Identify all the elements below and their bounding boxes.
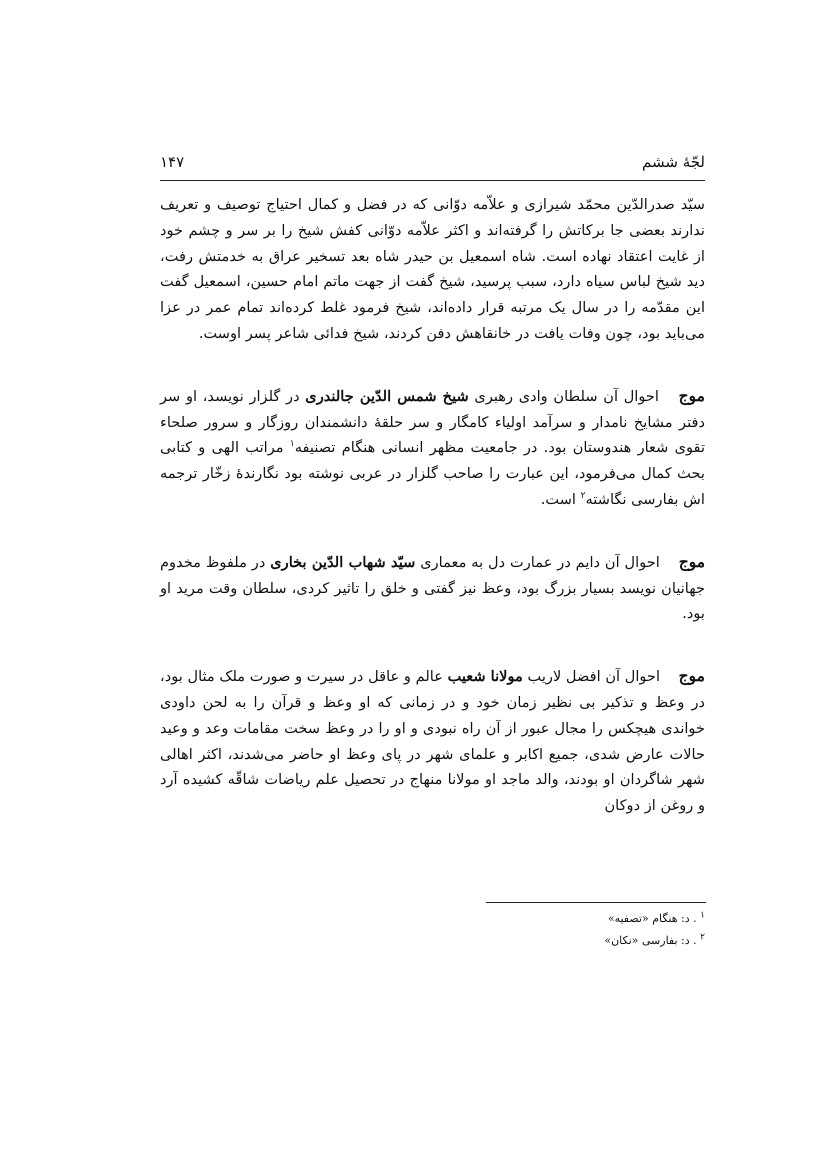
paragraph-text: احوال آن افضل لاریب [527, 668, 661, 686]
footnote-ref[interactable]: ۱ [289, 439, 295, 450]
footnote-ref[interactable]: ۲ [580, 491, 586, 502]
section-marker: موج [678, 666, 705, 686]
chapter-title: لجّهٔ ششم [642, 153, 705, 171]
running-header [160, 148, 705, 176]
paragraph-text: مراتب الهی و کتابی بحث کمال می‌فرمود، این عبارت را صاحب گلزار در عربی نوشته بود نگارندهٔ زخّار ترجمه اش بفارسی نگاشته [160, 439, 705, 508]
section-marker: موج [678, 385, 705, 405]
paragraph-1 [160, 192, 705, 347]
header-rule [160, 180, 705, 181]
person-name: شیخ شمس الدّین جالندری [305, 387, 469, 405]
paragraph-text: احوال آن دایم در عمارت دل به معماری [420, 553, 660, 571]
paragraph-text: عالم و عاقل در سیرت و صورت ملک مثال بود، در وعظ و تذکیر بی نظیر زمان خود و در زمانی که او وعظ و قرآن را به لحن داودی خواندی هیچکس را مجال عبور از آن راه نبودی و او را در وعظ سخت مقامات وعد و وعید حالات عارض شدی، جمیع اکابر و علمای شهر در پای وعظ او حاضر می‌شدند، اکثر اهالی شهر شاگردان او بودند، والد ماجد او مولانا منهاج در تحصیل علم ریاضات شاقّه کشیده آرد و روغن از دوکان [160, 668, 705, 815]
paragraph-text: احوال آن سلطان وادی رهبری [474, 387, 659, 405]
footnote-number: ۲ [700, 932, 705, 943]
paragraph-3 [160, 549, 705, 627]
footnote-2 [300, 930, 705, 952]
person-name: سیّد شهاب الدّین بخاری [270, 553, 416, 571]
person-name: مولانا شعیب [447, 668, 523, 686]
page-number: ۱۴۷ [160, 153, 185, 171]
footnote-1 [300, 908, 705, 930]
footnote-text: . د: بفارسی «نکان» [604, 934, 697, 947]
footnote-rule [486, 902, 706, 903]
paragraph-4 [160, 663, 705, 819]
paragraph-2 [160, 383, 705, 513]
section-marker: موج [678, 551, 706, 571]
body-text [160, 192, 705, 855]
footnotes [300, 908, 705, 952]
footnote-number: ۱ [700, 910, 705, 921]
footnote-text: . د: هنگام «تصفیه» [607, 912, 697, 925]
paragraph-text: در ملفوظ مخدوم جهانیان نویسد بسیار بزرگ بود، وعظ نیز گفتی و خلق را تاثیر کردی، سلطان وقت مرید او بود. [160, 553, 705, 623]
paragraph-text: سیّد صدرالدّین محمّد شیرازی و علاّمه دوّانی که در فضل و کمال احتیاج توصیف و تعریف ندارند بعضی جا برکاتش را گرفته‌اند و اکثر علاّمه دوّانی کفش شیخ را بر سر و چشم خود از غایت اعتقاد نهاده است. شاه اسمعیل بن حیدر شاه بعد تسخیر عراق به خدمتش رفت، دید شیخ لباس سیاه دارد، سبب پرسید، شیخ گفت از جهت ماتم امام حسین، اسمعیل گفت این مقدّمه را در سال یک مرتبه قرار داده‌اند، شیخ فرمود غلط کرده‌اند تمام عمر در عزا می‌باید بود، چون وفات یافت در خانقاهش دفن کردند، شیخ فدائی شاعر پسر اوست. [160, 196, 705, 342]
paragraph-text: است. [540, 490, 576, 508]
paragraph-text: در گلزار نویسد، او سر دفتر مشایخ نامدار و سرآمد اولیاء کامگار و سر حلقهٔ دانشمندان روزگار و سرور صلحاء تقوی شعار هندوستان بود. در جامعیت مظهر انسانی هنگام تصنیفه [160, 387, 706, 457]
